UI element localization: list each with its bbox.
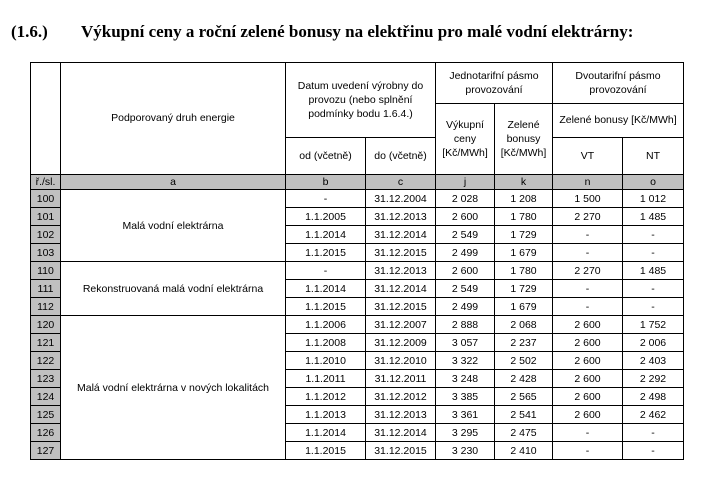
header-to: do (včetně): [366, 138, 436, 175]
green-bonus-cell: 2 541: [495, 406, 553, 424]
header-commissioning-date: Datum uvedení výrobny do provozu (nebo splnění podmínky bodu 1.6.4.): [286, 63, 436, 138]
table-row: [31, 316, 684, 334]
header-green-bonus: Zelené bonusy [Kč/MWh]: [495, 104, 553, 175]
green-bonus-cell: 2 410: [495, 442, 553, 460]
purchase-price-cell: 3 057: [436, 334, 495, 352]
date-to-cell: 31.12.2013: [366, 406, 436, 424]
row-number: 103: [31, 244, 61, 262]
letter-b: b: [286, 175, 366, 190]
purchase-price-cell: 2 549: [436, 226, 495, 244]
letter-c: c: [366, 175, 436, 190]
green-bonus-cell: 2 428: [495, 370, 553, 388]
table-body: [31, 63, 684, 460]
section-number: (1.6.): [11, 22, 48, 41]
row-number: 121: [31, 334, 61, 352]
date-from-cell: 1.1.2006: [286, 316, 366, 334]
green-bonus-cell: 1 208: [495, 190, 553, 208]
purchase-price-cell: 3 230: [436, 442, 495, 460]
bonus-vt-cell: 2 600: [553, 334, 623, 352]
date-to-cell: 31.12.2014: [366, 226, 436, 244]
bonus-vt-cell: 2 600: [553, 406, 623, 424]
header-purchase-price: Výkupní ceny [Kč/MWh]: [436, 104, 495, 175]
bonus-vt-cell: -: [553, 424, 623, 442]
row-number: 100: [31, 190, 61, 208]
letter-k: k: [495, 175, 553, 190]
bonus-nt-cell: 2 006: [623, 334, 684, 352]
date-from-cell: 1.1.2005: [286, 208, 366, 226]
green-bonus-cell: 1 679: [495, 298, 553, 316]
bonus-nt-cell: 1 485: [623, 262, 684, 280]
purchase-price-cell: 2 499: [436, 298, 495, 316]
bonus-nt-cell: -: [623, 226, 684, 244]
row-number: 102: [31, 226, 61, 244]
bonus-vt-cell: 2 270: [553, 208, 623, 226]
bonus-nt-cell: 2 462: [623, 406, 684, 424]
table-row: [31, 190, 684, 208]
green-bonus-cell: 1 780: [495, 208, 553, 226]
letter-n: n: [553, 175, 623, 190]
date-to-cell: 31.12.2009: [366, 334, 436, 352]
bonus-vt-cell: 2 600: [553, 370, 623, 388]
date-from-cell: 1.1.2015: [286, 298, 366, 316]
date-to-cell: 31.12.2013: [366, 262, 436, 280]
date-to-cell: 31.12.2015: [366, 298, 436, 316]
purchase-price-cell: 3 322: [436, 352, 495, 370]
header-corner: [31, 63, 61, 175]
green-bonus-cell: 2 565: [495, 388, 553, 406]
row-number: 125: [31, 406, 61, 424]
date-from-cell: 1.1.2014: [286, 424, 366, 442]
date-to-cell: 31.12.2004: [366, 190, 436, 208]
row-number: 124: [31, 388, 61, 406]
date-from-cell: 1.1.2011: [286, 370, 366, 388]
row-number: 123: [31, 370, 61, 388]
date-to-cell: 31.12.2015: [366, 244, 436, 262]
bonus-nt-cell: -: [623, 442, 684, 460]
bonus-nt-cell: 1 752: [623, 316, 684, 334]
tariff-table: [30, 62, 684, 460]
table-row: [31, 262, 684, 280]
title-text: Výkupní ceny a roční zelené bonusy na elektřinu pro malé vodní elektrárny:: [81, 22, 634, 41]
green-bonus-cell: 1 729: [495, 280, 553, 298]
header-nt: NT: [623, 138, 684, 175]
purchase-price-cell: 3 385: [436, 388, 495, 406]
purchase-price-cell: 2 549: [436, 280, 495, 298]
header-single-tariff: Jednotarifní pásmo provozování: [436, 63, 553, 104]
date-from-cell: 1.1.2014: [286, 226, 366, 244]
purchase-price-cell: 3 295: [436, 424, 495, 442]
header-dual-tariff: Dvoutarifní pásmo provozování: [553, 63, 684, 104]
green-bonus-cell: 2 502: [495, 352, 553, 370]
bonus-nt-cell: 1 485: [623, 208, 684, 226]
date-from-cell: 1.1.2010: [286, 352, 366, 370]
row-number: 126: [31, 424, 61, 442]
purchase-price-cell: 3 248: [436, 370, 495, 388]
header-supported-type: Podporovaný druh energie: [61, 63, 286, 175]
bonus-nt-cell: -: [623, 424, 684, 442]
purchase-price-cell: 3 361: [436, 406, 495, 424]
date-from-cell: 1.1.2008: [286, 334, 366, 352]
date-from-cell: 1.1.2015: [286, 244, 366, 262]
date-to-cell: 31.12.2015: [366, 442, 436, 460]
bonus-vt-cell: -: [553, 244, 623, 262]
row-number: 112: [31, 298, 61, 316]
letter-a: a: [61, 175, 286, 190]
date-to-cell: 31.12.2010: [366, 352, 436, 370]
row-number: 122: [31, 352, 61, 370]
row-number: 111: [31, 280, 61, 298]
page-title: [11, 22, 633, 42]
purchase-price-cell: 2 888: [436, 316, 495, 334]
bonus-vt-cell: -: [553, 280, 623, 298]
green-bonus-cell: 1 729: [495, 226, 553, 244]
bonus-vt-cell: 1 500: [553, 190, 623, 208]
bonus-vt-cell: 2 270: [553, 262, 623, 280]
letter-rownum: ř./sl.: [31, 175, 61, 190]
bonus-nt-cell: -: [623, 280, 684, 298]
green-bonus-cell: 2 068: [495, 316, 553, 334]
date-to-cell: 31.12.2012: [366, 388, 436, 406]
group-label: Malá vodní elektrárna v nových lokalitách: [61, 316, 286, 460]
row-number: 110: [31, 262, 61, 280]
date-from-cell: -: [286, 190, 366, 208]
date-to-cell: 31.12.2014: [366, 424, 436, 442]
date-from-cell: 1.1.2015: [286, 442, 366, 460]
date-to-cell: 31.12.2011: [366, 370, 436, 388]
green-bonus-cell: 2 475: [495, 424, 553, 442]
bonus-nt-cell: -: [623, 298, 684, 316]
date-from-cell: 1.1.2013: [286, 406, 366, 424]
green-bonus-cell: 1 679: [495, 244, 553, 262]
letter-o: o: [623, 175, 684, 190]
row-number: 120: [31, 316, 61, 334]
green-bonus-cell: 1 780: [495, 262, 553, 280]
date-from-cell: 1.1.2012: [286, 388, 366, 406]
date-to-cell: 31.12.2014: [366, 280, 436, 298]
date-to-cell: 31.12.2013: [366, 208, 436, 226]
bonus-vt-cell: -: [553, 298, 623, 316]
row-number: 101: [31, 208, 61, 226]
bonus-vt-cell: 2 600: [553, 316, 623, 334]
bonus-vt-cell: 2 600: [553, 352, 623, 370]
purchase-price-cell: 2 499: [436, 244, 495, 262]
letter-j: j: [436, 175, 495, 190]
bonus-nt-cell: 2 498: [623, 388, 684, 406]
green-bonus-cell: 2 237: [495, 334, 553, 352]
group-label: Rekonstruovaná malá vodní elektrárna: [61, 262, 286, 316]
row-number: 127: [31, 442, 61, 460]
bonus-nt-cell: 2 292: [623, 370, 684, 388]
date-from-cell: -: [286, 262, 366, 280]
group-label: Malá vodní elektrárna: [61, 190, 286, 262]
column-letters-row: [31, 175, 684, 190]
purchase-price-cell: 2 600: [436, 262, 495, 280]
bonus-nt-cell: -: [623, 244, 684, 262]
date-to-cell: 31.12.2007: [366, 316, 436, 334]
bonus-nt-cell: 1 012: [623, 190, 684, 208]
date-from-cell: 1.1.2014: [286, 280, 366, 298]
bonus-vt-cell: 2 600: [553, 388, 623, 406]
bonus-vt-cell: -: [553, 442, 623, 460]
header-green-bonuses-dual: Zelené bonusy [Kč/MWh]: [553, 104, 684, 138]
header-vt: VT: [553, 138, 623, 175]
purchase-price-cell: 2 600: [436, 208, 495, 226]
header-from: od (včetně): [286, 138, 366, 175]
bonus-vt-cell: -: [553, 226, 623, 244]
purchase-price-cell: 2 028: [436, 190, 495, 208]
bonus-nt-cell: 2 403: [623, 352, 684, 370]
